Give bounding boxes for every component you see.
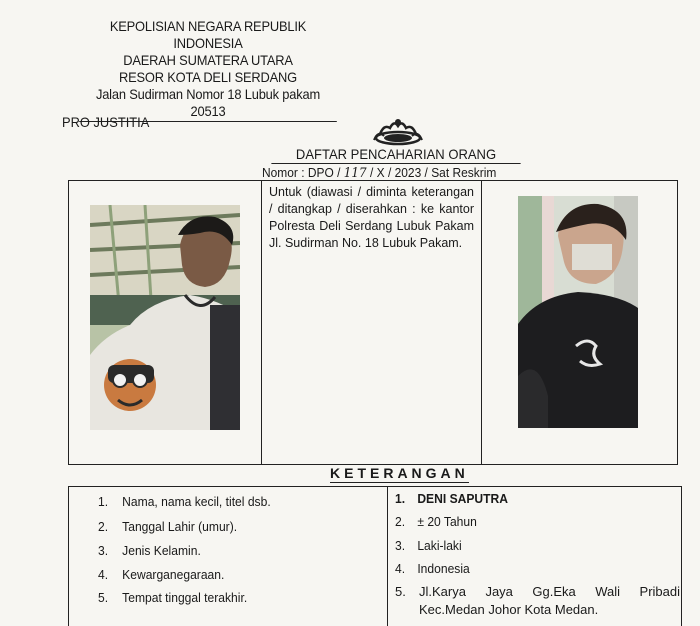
field-label-gender: 3. Jenis Kelamin. xyxy=(98,543,201,558)
field-label-birthdate: 2. Tanggal Lahir (umur). xyxy=(98,519,238,534)
photo-table-divider-right xyxy=(481,181,482,464)
pro-justitia-label: PRO JUSTITIA xyxy=(62,114,150,130)
keterangan-title: KETERANGAN xyxy=(330,465,469,481)
dpo-nomor-label: Nomor : xyxy=(262,165,305,180)
instruction-text: Untuk (diawasi / diminta keterangan / ditangkap / diserahkan : ke kantor Polresta Deli Serdang Lubuk Pakam Jl. Sudirman No. 18 Lubuk Pakam. xyxy=(269,185,474,250)
letterhead-line-2: DAERAH SUMATERA UTARA xyxy=(123,52,293,68)
field-label-address: 5. Tempat tinggal terakhir. xyxy=(98,590,248,605)
letterhead-line-3: RESOR KOTA DELI SERDANG xyxy=(118,69,298,85)
letterhead xyxy=(68,18,348,122)
dpo-nomor-year: 2023 / xyxy=(394,165,428,180)
photo-table-divider-left xyxy=(261,181,262,464)
dpo-nomor-unit: Sat Reskrim xyxy=(431,165,497,180)
dpo-nomor-month: X xyxy=(376,165,385,180)
dpo-nomor-sep-2: / xyxy=(387,165,392,180)
suspect-photo-left xyxy=(90,205,240,430)
dpo-title: DAFTAR PENCAHARIAN ORANG xyxy=(271,146,520,164)
field-label-nationality: 4. Kewarganegaraan. xyxy=(98,567,225,582)
dpo-nomor-prefix: DPO / xyxy=(307,165,341,180)
field-value-gender: 3. Laki-laki xyxy=(395,538,462,553)
letterhead-address: Jalan Sudirman Nomor 18 Lubuk pakam 20513 xyxy=(79,86,337,122)
dpo-nomor-number: 117 xyxy=(343,166,367,181)
field-value-address: 5. Jl.Karya Jaya Gg.Eka Wali Pribadi Kec.Medan Johor Kota Medan. xyxy=(395,584,680,617)
field-value-nationality: 4. Indonesia xyxy=(395,561,470,576)
dpo-number-line xyxy=(262,165,509,181)
info-table-divider xyxy=(387,487,388,626)
field-label-name: 1. Nama, nama kecil, titel dsb. xyxy=(98,494,271,509)
field-value-name: 1. DENI SAPUTRA xyxy=(395,491,509,506)
suspect-photo-right xyxy=(518,196,638,428)
letterhead-line-1: KEPOLISIAN NEGARA REPUBLIK INDONESIA xyxy=(109,18,307,51)
dpo-nomor-sep-1: / xyxy=(369,165,374,180)
field-value-birthdate: 2. ± 20 Tahun xyxy=(395,514,477,529)
police-emblem-icon xyxy=(370,116,426,146)
